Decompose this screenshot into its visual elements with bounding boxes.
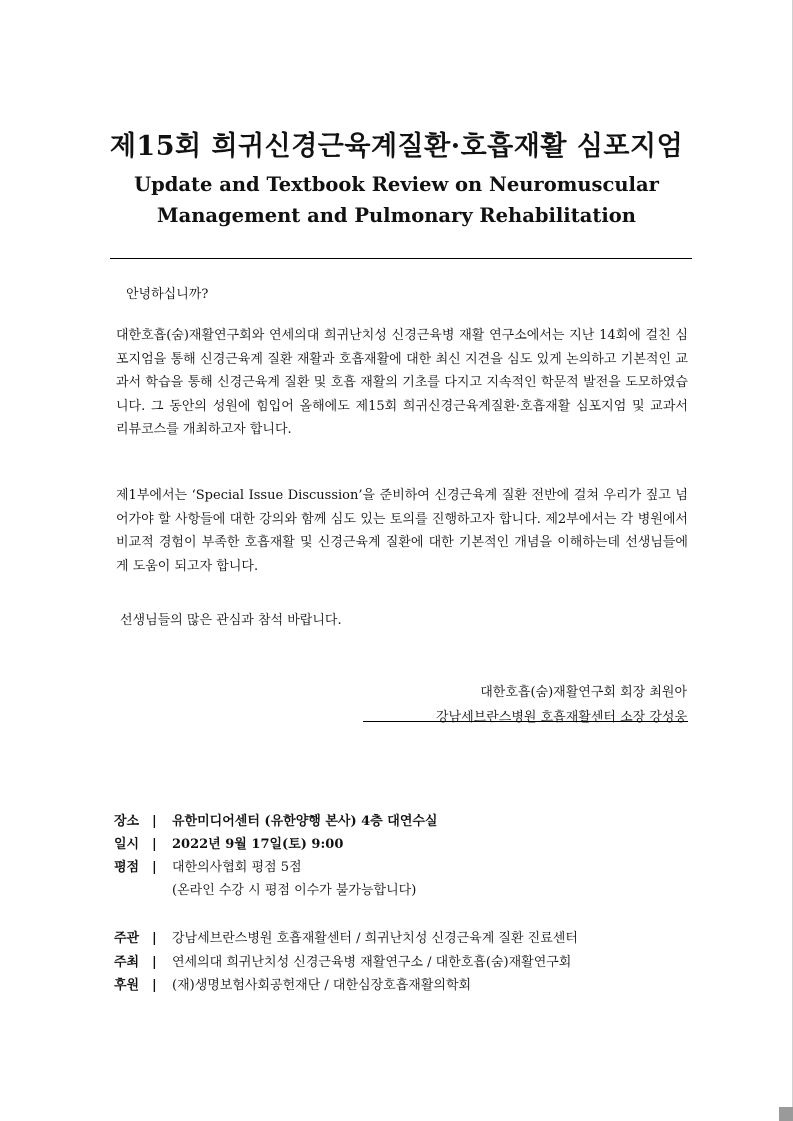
info-row-host [114, 928, 578, 950]
separator: | [152, 978, 157, 993]
date-value: 2022년 9월 17일(토) 9:00 [172, 837, 344, 852]
separator: | [152, 837, 157, 852]
signature-director: 강남세브란스병원 호흡재활센터 소장 강성웅 [436, 710, 687, 725]
info-row-organizer [114, 952, 571, 974]
separator: | [152, 955, 157, 970]
separator: | [152, 931, 157, 946]
organizer-value: 연세의대 희귀난치성 신경근육병 재활연구소 / 대한호흡(숨)재활연구회 [172, 955, 572, 970]
info-row-credit [114, 857, 302, 879]
info-row-date [114, 834, 343, 856]
page-corner-mark [779, 1107, 793, 1121]
separator: | [152, 860, 157, 875]
date-label: 일시 [114, 837, 140, 852]
title-english-line-1: Update and Textbook Review on Neuromuscular [134, 173, 659, 196]
title-divider [110, 258, 692, 259]
signature-underline [363, 721, 688, 722]
sponsor-label: 후원 [114, 978, 140, 993]
host-label: 주관 [114, 931, 140, 946]
greeting: 안녕하십니까? [126, 287, 209, 302]
info-row-sponsor [114, 975, 471, 997]
credit-value: 대한의사협회 평점 5점 [172, 860, 302, 875]
intro-paragraph: 대한호흡(숨)재활연구회와 연세의대 희귀난치성 신경근육병 재활 연구소에서는 지난 14회에 걸친 심포지엄을 통해 신경근육계 질환 재활과 호흡재활에 대한 최신 지견을 심도 있게 논의하고 기본적인 교과서 학습을 통해 신경근육계 질환 및 호흡 재활의 기초를 다지고 지속적인 학문적 발전을 도모하였습니다. 그 동안의 성원에 힘입어 올해에도 제15회 희귀신경근육계질환·호흡재활 심포지엄 및 교과서 리뷰코스를 개최하고자 합니다. [116, 328, 688, 437]
signature-chair: 대한호흡(숨)재활연구회 회장 최원아 [480, 685, 687, 700]
venue-label: 장소 [114, 814, 140, 829]
title-english-line-2: Management and Pulmonary Rehabilitation [157, 204, 636, 227]
credit-note: (온라인 수강 시 평점 이수가 불가능합니다) [172, 883, 417, 898]
title-korean: 제15회 희귀신경근육계질환·호흡재활 심포지엄 [109, 131, 684, 162]
closing-remark: 선생님들의 많은 관심과 참석 바랍니다. [120, 613, 342, 628]
venue-value: 유한미디어센터 (유한양행 본사) 4층 대연수실 [172, 814, 438, 829]
host-value: 강남세브란스병원 호흡재활센터 / 희귀난치성 신경근육계 질환 진료센터 [172, 931, 578, 946]
organizer-label: 주최 [114, 955, 140, 970]
info-row-venue [114, 811, 438, 833]
program-paragraph: 제1부에서는 ‘Special Issue Discussion’을 준비하여 신경근육계 질환 전반에 걸쳐 우리가 짚고 넘어가야 할 사항들에 대한 강의와 함께 심도 있는 토의를 진행하고자 합니다. 제2부에서는 각 병원에서 비교적 경험이 부족한 호흡재활 및 신경근육계 질환에 대한 기본적인 개념을 이해하는데 선생님들에게 도움이 되고자 합니다. [116, 488, 688, 574]
separator: | [152, 814, 157, 829]
credit-label: 평점 [114, 860, 140, 875]
sponsor-value: (재)생명보험사회공헌재단 / 대한심장호흡재활의학회 [172, 978, 472, 993]
